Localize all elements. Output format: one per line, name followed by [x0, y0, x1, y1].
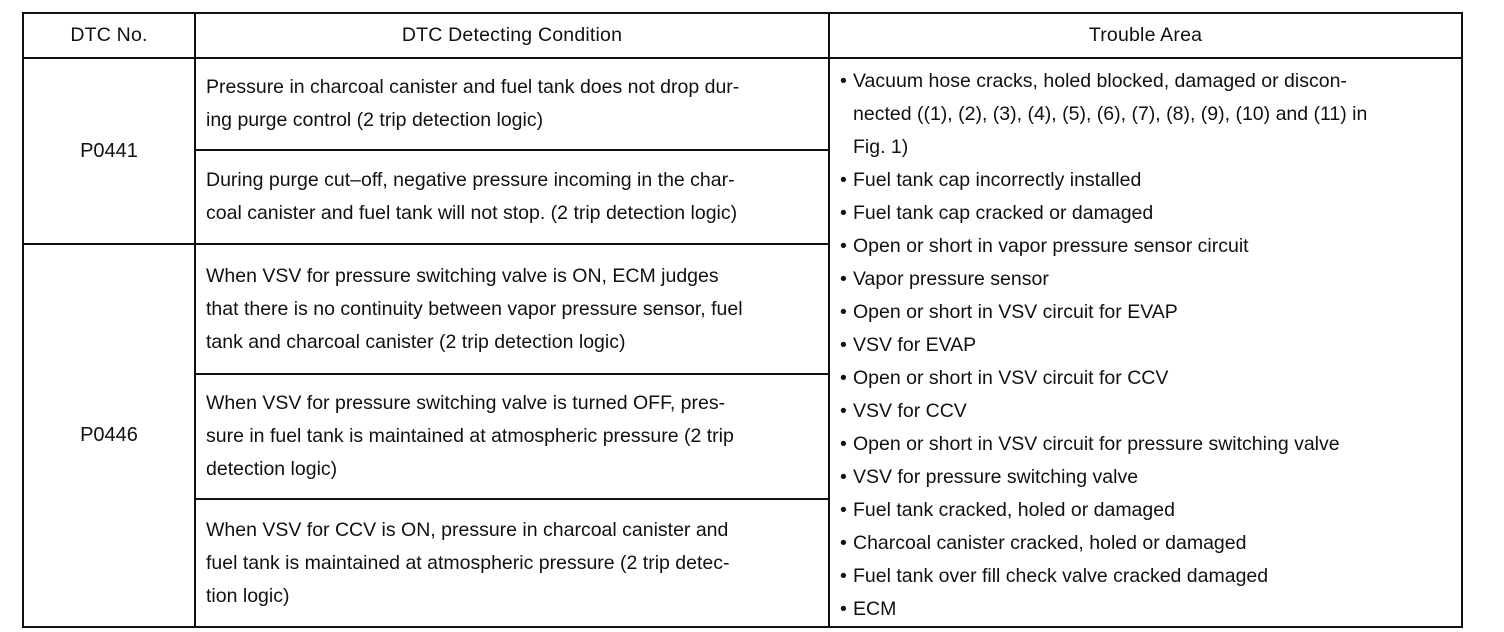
list-item-line: • ECM [853, 598, 897, 620]
list-item-line: • Open or short in vapor pressure sensor circuit [853, 235, 1249, 257]
condition-cell [195, 499, 829, 627]
list-item [840, 164, 1451, 197]
condition-line: tion logic) [206, 584, 290, 607]
condition-line: When VSV for pressure switching valve is ON, ECM judges [206, 264, 719, 287]
list-item [840, 593, 1451, 626]
list-item [840, 230, 1451, 263]
condition-line: Pressure in charcoal canister and fuel tank does not drop dur- [206, 76, 740, 98]
list-item-line: • Vapor pressure sensor [853, 268, 1049, 290]
condition-line: fuel tank is maintained at atmospheric pressure (2 trip detec- [206, 551, 730, 574]
dtc-code-p0441: P0441 [23, 58, 195, 244]
condition-cell [195, 244, 829, 374]
list-item-line: • Fuel tank cap cracked or damaged [853, 202, 1154, 224]
condition-cell [195, 150, 829, 244]
list-item-line: • Open or short in VSV circuit for CCV [853, 367, 1169, 389]
condition-line: When VSV for CCV is ON, pressure in charcoal canister and [206, 518, 729, 541]
list-item [840, 560, 1451, 593]
condition-line: sure in fuel tank is maintained at atmospheric pressure (2 trip [206, 425, 734, 447]
table-row [23, 58, 1462, 150]
condition-line: tank and charcoal canister (2 trip detection logic) [206, 330, 626, 353]
condition-line: detection logic) [206, 458, 338, 480]
list-item [840, 296, 1451, 329]
trouble-area-cell [829, 58, 1462, 627]
list-item-line: • Open or short in VSV circuit for EVAP [853, 301, 1178, 323]
list-item [840, 197, 1451, 230]
condition-line: During purge cut–off, negative pressure incoming in the char- [206, 169, 735, 191]
condition-line: coal canister and fuel tank will not stop. (2 trip detection logic) [206, 202, 738, 224]
list-item-line: • VSV for CCV [853, 400, 967, 422]
condition-line: When VSV for pressure switching valve is turned OFF, pres- [206, 392, 726, 414]
list-item [840, 65, 1451, 164]
list-item-line: • VSV for pressure switching valve [853, 466, 1139, 488]
list-item-line: nected ((1), (2), (3), (4), (5), (6), (7), (8), (9), (10) and (11) in [853, 103, 1368, 125]
condition-line: ing purge control (2 trip detection logic) [206, 109, 544, 131]
list-item [840, 494, 1451, 527]
list-item [840, 329, 1451, 362]
list-item [840, 428, 1451, 461]
list-item [840, 395, 1451, 428]
list-item-line: • Charcoal canister cracked, holed or damaged [853, 532, 1247, 554]
header-row [23, 13, 1462, 58]
trouble-area-list [840, 65, 1451, 626]
dtc-code-p0446: P0446 [23, 244, 195, 627]
list-item-line: • Vacuum hose cracks, holed blocked, damaged or discon- [853, 70, 1347, 92]
condition-cell [195, 58, 829, 150]
list-item [840, 263, 1451, 296]
list-item-line: • Fuel tank over fill check valve cracked damaged [853, 565, 1269, 587]
header-condition: DTC Detecting Condition [195, 13, 829, 58]
header-dtc-no: DTC No. [23, 13, 195, 58]
dtc-table [22, 12, 1463, 628]
list-item [840, 461, 1451, 494]
list-item-line: • Fuel tank cap incorrectly installed [853, 169, 1142, 191]
list-item-line: • Fuel tank cracked, holed or damaged [853, 499, 1175, 521]
list-item-line: Fig. 1) [853, 136, 909, 158]
list-item-line: • Open or short in VSV circuit for pressure switching valve [853, 433, 1340, 455]
condition-cell [195, 374, 829, 499]
list-item-line: • VSV for EVAP [853, 334, 977, 356]
condition-line: that there is no continuity between vapor pressure sensor, fuel [206, 297, 743, 320]
list-item [840, 527, 1451, 560]
header-trouble-area: Trouble Area [829, 13, 1462, 58]
list-item [840, 362, 1451, 395]
